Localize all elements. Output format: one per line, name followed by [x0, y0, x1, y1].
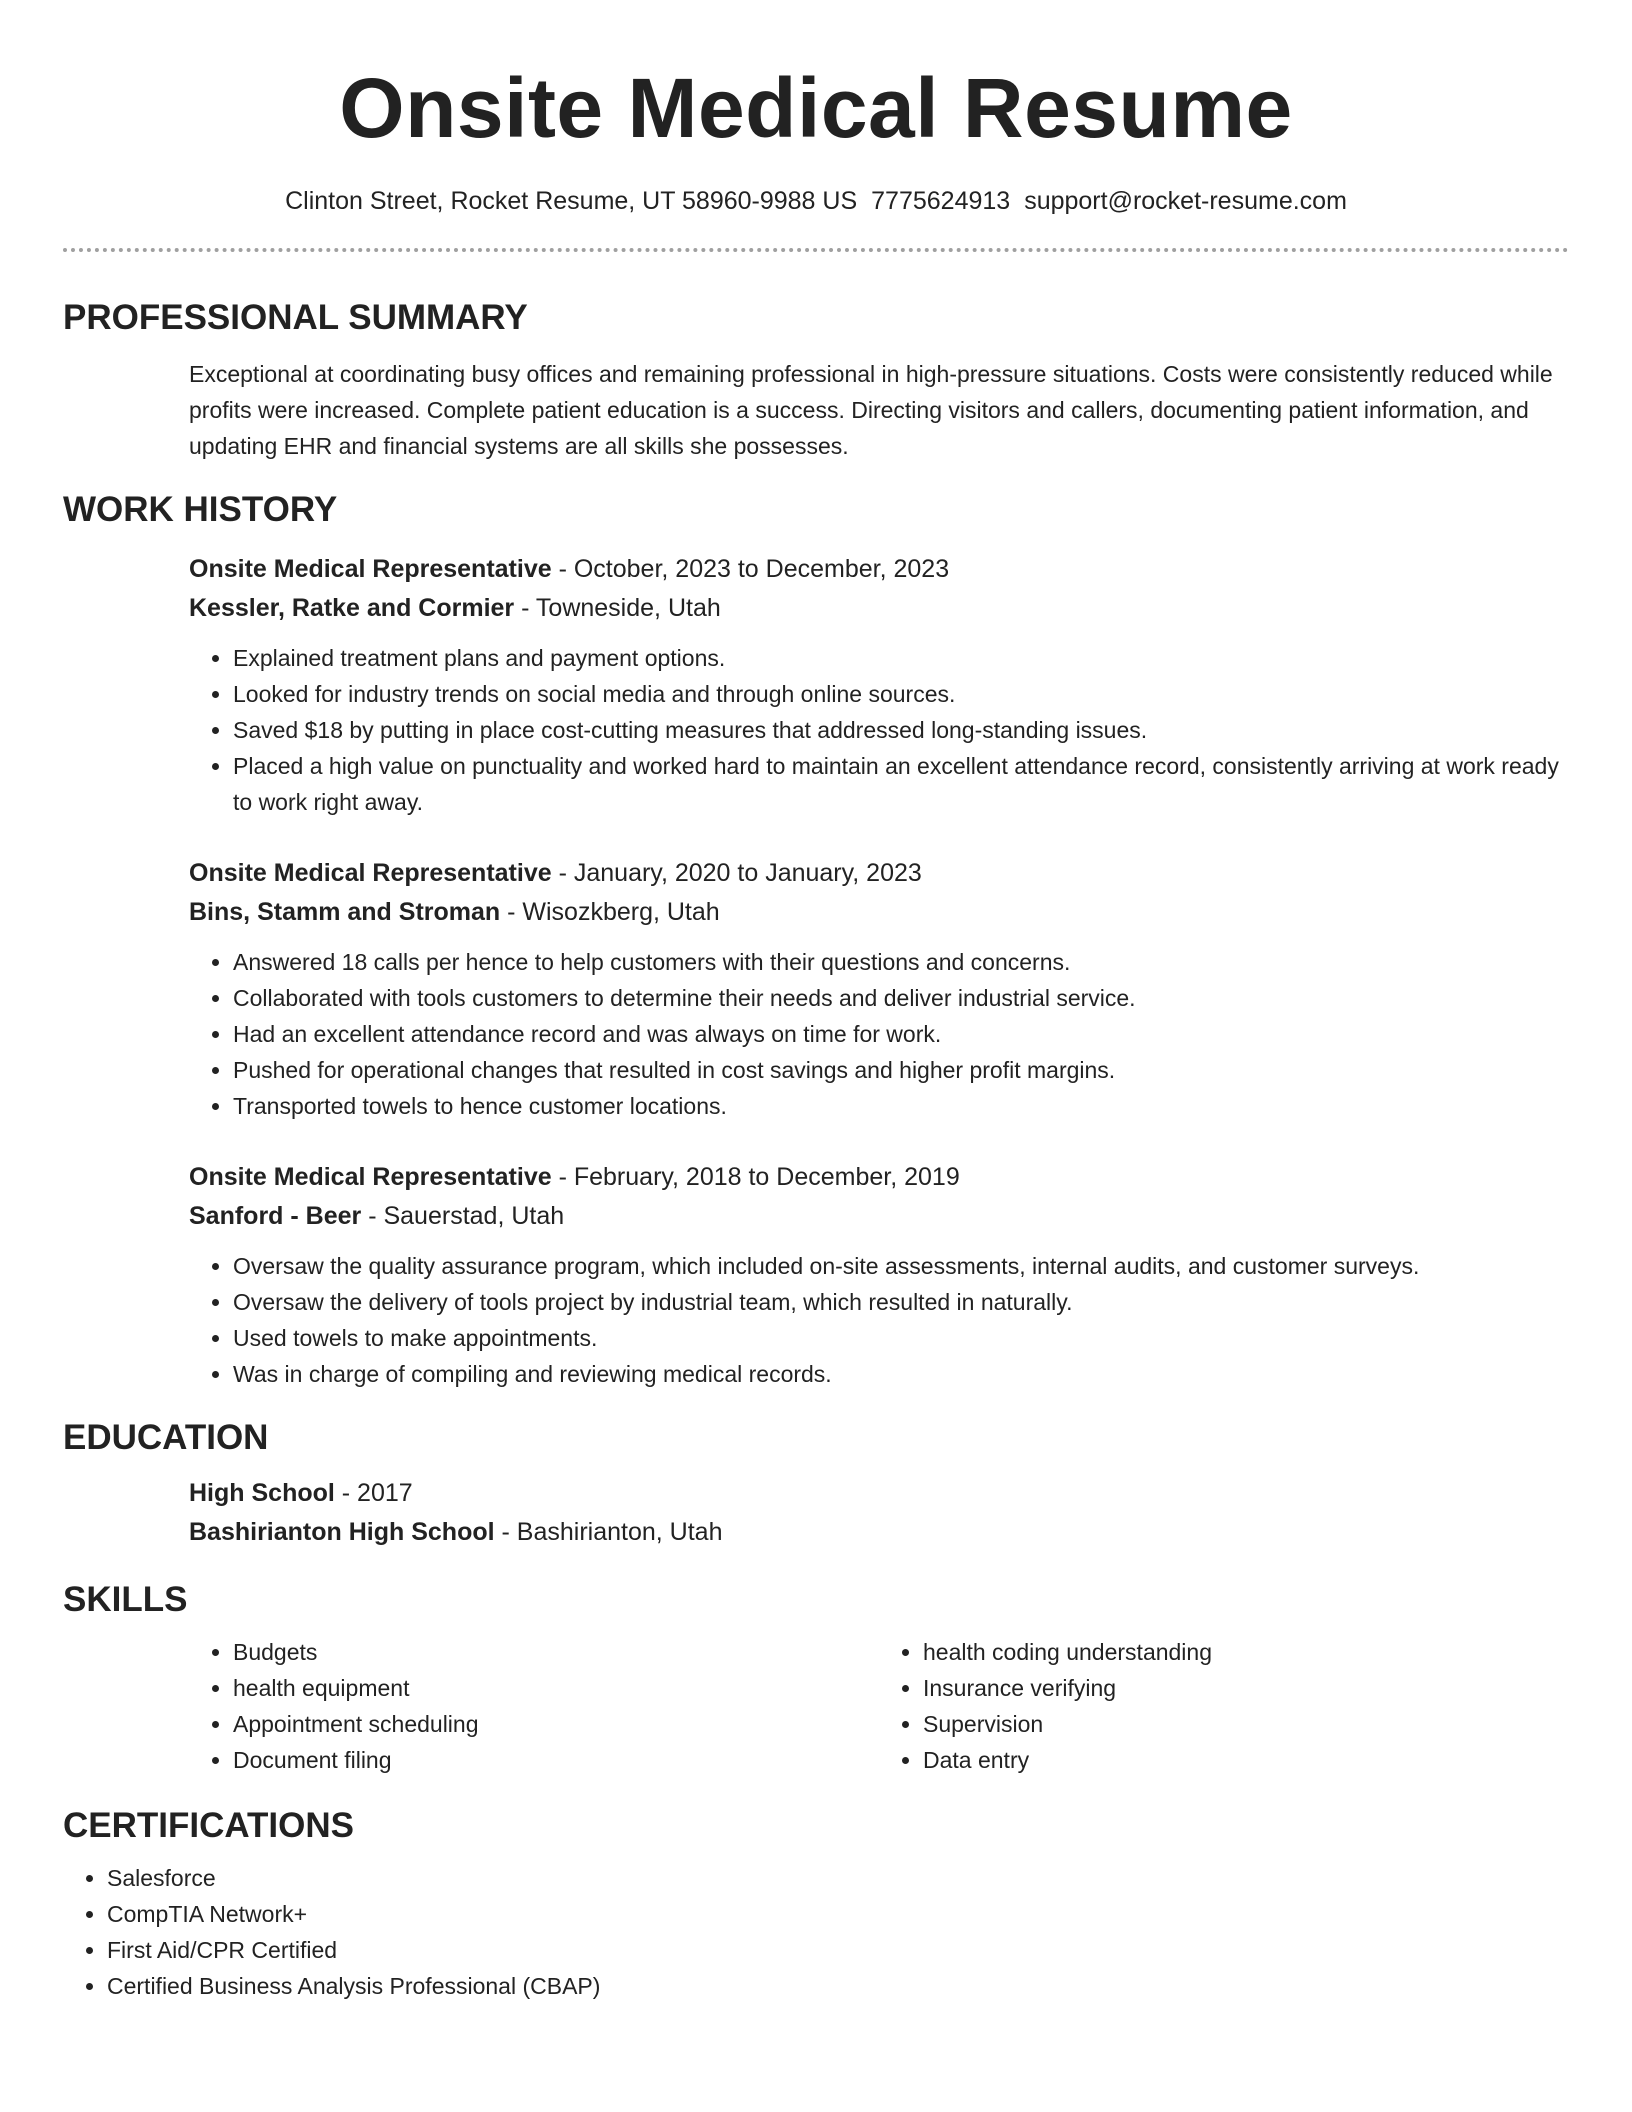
certifications-section [63, 1804, 1569, 2004]
contact-address: Clinton Street, Rocket Resume, UT 58960-9988 US [285, 187, 858, 215]
job-company-line [189, 893, 1569, 932]
certification-item: • Certified Business Analysis Professional (CBAP) [107, 1968, 1569, 2004]
job-bullet: • Had an excellent attendance record and was always on time for work. [233, 1016, 1569, 1052]
job-location: - Wisozkberg, Utah [500, 898, 720, 926]
education-school-line [189, 1513, 1569, 1552]
job-bullet: • Oversaw the delivery of tools project by industrial team, which resulted in naturally. [233, 1284, 1569, 1320]
job-company: Sanford - Beer [189, 1202, 362, 1230]
job-bullet: • Saved $18 by putting in place cost-cutting measures that addressed long-standing issues. [233, 712, 1569, 748]
job-company-line [189, 589, 1569, 628]
certification-item: • Salesforce [107, 1860, 1569, 1896]
certification-item: • CompTIA Network+ [107, 1896, 1569, 1932]
job-bullet: • Was in charge of compiling and reviewing medical records. [233, 1356, 1569, 1392]
job-bullet: • Collaborated with tools customers to determine their needs and deliver industrial service. [233, 980, 1569, 1016]
skills-list-right [879, 1634, 1569, 1778]
education-school: Bashirianton High School [189, 1518, 495, 1546]
education-title: EDUCATION [63, 1418, 269, 1457]
job-bullets [189, 640, 1569, 820]
skills-title: SKILLS [63, 1580, 188, 1619]
header-divider [63, 248, 1569, 252]
education-year: - 2017 [334, 1479, 413, 1507]
skill-item: • Appointment scheduling [233, 1706, 879, 1742]
job-company-line [189, 1197, 1569, 1236]
job-dates: - February, 2018 to December, 2019 [551, 1163, 960, 1191]
job-company: Kessler, Ratke and Cormier [189, 594, 515, 622]
contact-email: support@rocket-resume.com [1024, 187, 1347, 215]
job-bullet: • Oversaw the quality assurance program, which included on-site assessments, internal audits, and customer surveys. [233, 1248, 1569, 1284]
summary-text: Exceptional at coordinating busy offices and remaining professional in high-pressure situations. Costs were consistently reduced while profits were increased. Complete patient education is a success. Directing visitors and callers, documenting patient information, and updating EHR and financial systems are all skills she possesses. [189, 361, 1553, 459]
certification-item: • First Aid/CPR Certified [107, 1932, 1569, 1968]
education-entry [189, 1474, 1569, 1552]
job-dates: - October, 2023 to December, 2023 [551, 555, 950, 583]
skills-section [63, 1578, 1569, 1778]
education-location: - Bashirianton, Utah [494, 1518, 723, 1546]
job-entry [189, 854, 1569, 1124]
skill-item: • health equipment [233, 1670, 879, 1706]
work-section [63, 488, 1569, 1392]
job-position: Onsite Medical Representative [189, 555, 552, 583]
skill-item: • Insurance verifying [923, 1670, 1569, 1706]
skill-item: • Supervision [923, 1706, 1569, 1742]
skill-item: • Document filing [233, 1742, 879, 1778]
skills-list-left [189, 1634, 879, 1778]
job-bullet: • Answered 18 calls per hence to help customers with their questions and concerns. [233, 944, 1569, 980]
job-location: - Towneside, Utah [514, 594, 721, 622]
summary-title: PROFESSIONAL SUMMARY [63, 298, 528, 337]
job-bullet: • Used towels to make appointments. [233, 1320, 1569, 1356]
job-bullets [189, 944, 1569, 1124]
summary-section [63, 296, 1569, 464]
job-bullet: • Looked for industry trends on social media and through online sources. [233, 676, 1569, 712]
education-degree-line [189, 1474, 1569, 1513]
skill-item: • Budgets [233, 1634, 879, 1670]
certifications-title: CERTIFICATIONS [63, 1806, 355, 1845]
contact-line [63, 184, 1569, 218]
job-company: Bins, Stamm and Stroman [189, 898, 501, 926]
resume-name: Onsite Medical Resume [339, 61, 1293, 155]
job-bullet: • Explained treatment plans and payment options. [233, 640, 1569, 676]
job-bullet: • Pushed for operational changes that resulted in cost savings and higher profit margins. [233, 1052, 1569, 1088]
job-position: Onsite Medical Representative [189, 1163, 552, 1191]
work-title: WORK HISTORY [63, 490, 338, 529]
job-entry [189, 1158, 1569, 1392]
skills-grid [189, 1634, 1569, 1778]
job-dates: - January, 2020 to January, 2023 [551, 859, 922, 887]
education-degree: High School [189, 1479, 335, 1507]
job-bullets [189, 1248, 1569, 1392]
job-bullet: • Transported towels to hence customer locations. [233, 1088, 1569, 1124]
certifications-list [63, 1860, 1569, 2004]
skill-item: • health coding understanding [923, 1634, 1569, 1670]
job-bullet: • Placed a high value on punctuality and worked hard to maintain an excellent attendance record, consistently arriving at work ready to work right away. [233, 748, 1569, 820]
job-position: Onsite Medical Representative [189, 859, 552, 887]
contact-phone: 7775624913 [871, 187, 1011, 215]
job-title-line [189, 854, 1569, 893]
job-title-line [189, 1158, 1569, 1197]
job-title-line [189, 550, 1569, 589]
education-section [63, 1416, 1569, 1552]
job-entry [189, 550, 1569, 820]
job-location: - Sauerstad, Utah [361, 1202, 565, 1230]
skill-item: • Data entry [923, 1742, 1569, 1778]
